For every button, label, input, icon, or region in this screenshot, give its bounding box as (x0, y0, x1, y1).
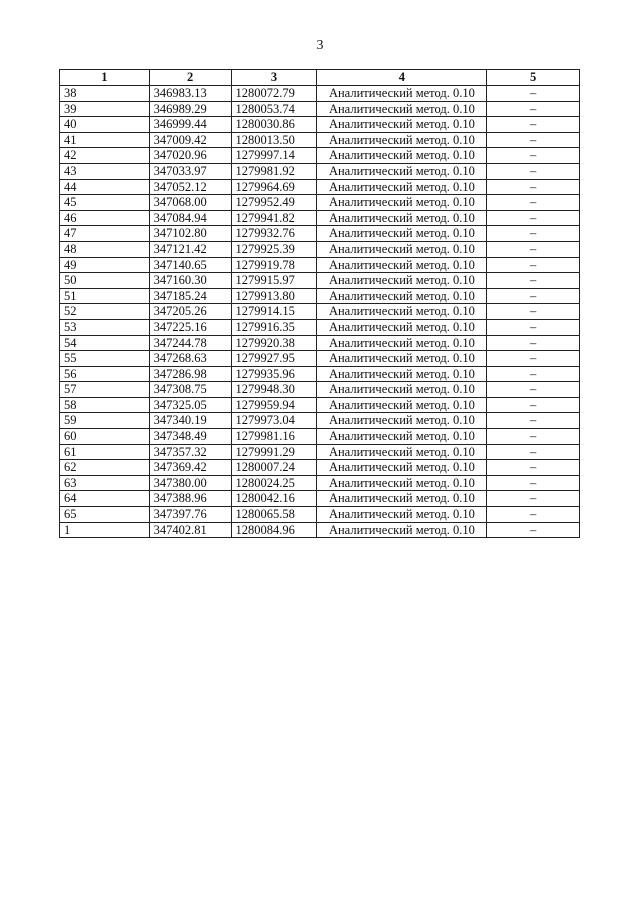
method-cell: Аналитический метод. 0.10 (317, 86, 487, 102)
point-number-cell: 59 (60, 413, 150, 429)
column-header: 1 (60, 70, 150, 86)
y-coordinate-cell: 1279952.49 (231, 195, 317, 211)
y-coordinate-cell: 1280013.50 (231, 132, 317, 148)
point-number-cell: 54 (60, 335, 150, 351)
table-row (60, 86, 580, 102)
y-coordinate-cell: 1279991.29 (231, 444, 317, 460)
x-coordinate-cell: 347397.76 (149, 507, 231, 523)
x-coordinate-cell: 347325.05 (149, 397, 231, 413)
table-row (60, 397, 580, 413)
table-row (60, 257, 580, 273)
x-coordinate-cell: 347348.49 (149, 429, 231, 445)
y-coordinate-cell: 1280072.79 (231, 86, 317, 102)
y-coordinate-cell: 1280065.58 (231, 507, 317, 523)
x-coordinate-cell: 347286.98 (149, 366, 231, 382)
table-row (60, 273, 580, 289)
x-coordinate-cell: 347052.12 (149, 179, 231, 195)
note-cell: – (487, 132, 580, 148)
table-row (60, 491, 580, 507)
method-cell: Аналитический метод. 0.10 (317, 397, 487, 413)
x-coordinate-cell: 346983.13 (149, 86, 231, 102)
x-coordinate-cell: 347308.75 (149, 382, 231, 398)
point-number-cell: 45 (60, 195, 150, 211)
table-row (60, 163, 580, 179)
point-number-cell: 63 (60, 475, 150, 491)
point-number-cell: 50 (60, 273, 150, 289)
point-number-cell: 55 (60, 351, 150, 367)
note-cell: – (487, 148, 580, 164)
x-coordinate-cell: 347357.32 (149, 444, 231, 460)
method-cell: Аналитический метод. 0.10 (317, 366, 487, 382)
column-header: 3 (231, 70, 317, 86)
y-coordinate-cell: 1279948.30 (231, 382, 317, 398)
method-cell: Аналитический метод. 0.10 (317, 319, 487, 335)
x-coordinate-cell: 347369.42 (149, 460, 231, 476)
method-cell: Аналитический метод. 0.10 (317, 257, 487, 273)
method-cell: Аналитический метод. 0.10 (317, 335, 487, 351)
note-cell: – (487, 179, 580, 195)
table-row (60, 195, 580, 211)
note-cell: – (487, 444, 580, 460)
y-coordinate-cell: 1279920.38 (231, 335, 317, 351)
table-row (60, 444, 580, 460)
point-number-cell: 42 (60, 148, 150, 164)
point-number-cell: 49 (60, 257, 150, 273)
y-coordinate-cell: 1279981.92 (231, 163, 317, 179)
method-cell: Аналитический метод. 0.10 (317, 179, 487, 195)
table-row (60, 210, 580, 226)
table-row (60, 226, 580, 242)
y-coordinate-cell: 1279915.97 (231, 273, 317, 289)
note-cell: – (487, 163, 580, 179)
x-coordinate-cell: 347009.42 (149, 132, 231, 148)
point-number-cell: 56 (60, 366, 150, 382)
method-cell: Аналитический метод. 0.10 (317, 491, 487, 507)
method-cell: Аналитический метод. 0.10 (317, 226, 487, 242)
table-row (60, 351, 580, 367)
x-coordinate-cell: 347380.00 (149, 475, 231, 491)
table-row (60, 288, 580, 304)
x-coordinate-cell: 347033.97 (149, 163, 231, 179)
column-header: 2 (149, 70, 231, 86)
note-cell: – (487, 257, 580, 273)
note-cell: – (487, 273, 580, 289)
table-row (60, 304, 580, 320)
method-cell: Аналитический метод. 0.10 (317, 273, 487, 289)
y-coordinate-cell: 1279925.39 (231, 241, 317, 257)
note-cell: – (487, 413, 580, 429)
y-coordinate-cell: 1279997.14 (231, 148, 317, 164)
y-coordinate-cell: 1279959.94 (231, 397, 317, 413)
table-header-row (60, 70, 580, 86)
y-coordinate-cell: 1280053.74 (231, 101, 317, 117)
x-coordinate-cell: 347102.80 (149, 226, 231, 242)
x-coordinate-cell: 347244.78 (149, 335, 231, 351)
table-row (60, 101, 580, 117)
x-coordinate-cell: 347268.63 (149, 351, 231, 367)
x-coordinate-cell: 347402.81 (149, 522, 231, 538)
y-coordinate-cell: 1279916.35 (231, 319, 317, 335)
y-coordinate-cell: 1280084.96 (231, 522, 317, 538)
method-cell: Аналитический метод. 0.10 (317, 382, 487, 398)
table-row (60, 413, 580, 429)
table-row (60, 460, 580, 476)
coordinates-table (59, 69, 580, 538)
method-cell: Аналитический метод. 0.10 (317, 117, 487, 133)
method-cell: Аналитический метод. 0.10 (317, 351, 487, 367)
note-cell: – (487, 288, 580, 304)
note-cell: – (487, 366, 580, 382)
point-number-cell: 38 (60, 86, 150, 102)
point-number-cell: 1 (60, 522, 150, 538)
method-cell: Аналитический метод. 0.10 (317, 148, 487, 164)
x-coordinate-cell: 347205.26 (149, 304, 231, 320)
point-number-cell: 64 (60, 491, 150, 507)
method-cell: Аналитический метод. 0.10 (317, 507, 487, 523)
note-cell: – (487, 475, 580, 491)
y-coordinate-cell: 1279941.82 (231, 210, 317, 226)
method-cell: Аналитический метод. 0.10 (317, 444, 487, 460)
method-cell: Аналитический метод. 0.10 (317, 429, 487, 445)
method-cell: Аналитический метод. 0.10 (317, 241, 487, 257)
x-coordinate-cell: 347185.24 (149, 288, 231, 304)
x-coordinate-cell: 347388.96 (149, 491, 231, 507)
note-cell: – (487, 319, 580, 335)
x-coordinate-cell: 347225.16 (149, 319, 231, 335)
note-cell: – (487, 351, 580, 367)
method-cell: Аналитический метод. 0.10 (317, 522, 487, 538)
y-coordinate-cell: 1280024.25 (231, 475, 317, 491)
y-coordinate-cell: 1280042.16 (231, 491, 317, 507)
note-cell: – (487, 304, 580, 320)
x-coordinate-cell: 347121.42 (149, 241, 231, 257)
column-header: 5 (487, 70, 580, 86)
point-number-cell: 40 (60, 117, 150, 133)
x-coordinate-cell: 347340.19 (149, 413, 231, 429)
point-number-cell: 51 (60, 288, 150, 304)
table-body (60, 86, 580, 538)
x-coordinate-cell: 347068.00 (149, 195, 231, 211)
y-coordinate-cell: 1279914.15 (231, 304, 317, 320)
note-cell: – (487, 491, 580, 507)
x-coordinate-cell: 347140.65 (149, 257, 231, 273)
point-number-cell: 57 (60, 382, 150, 398)
method-cell: Аналитический метод. 0.10 (317, 304, 487, 320)
y-coordinate-cell: 1279913.80 (231, 288, 317, 304)
point-number-cell: 43 (60, 163, 150, 179)
note-cell: – (487, 226, 580, 242)
table-row (60, 507, 580, 523)
y-coordinate-cell: 1279932.76 (231, 226, 317, 242)
point-number-cell: 48 (60, 241, 150, 257)
point-number-cell: 61 (60, 444, 150, 460)
method-cell: Аналитический метод. 0.10 (317, 101, 487, 117)
point-number-cell: 58 (60, 397, 150, 413)
method-cell: Аналитический метод. 0.10 (317, 413, 487, 429)
table-row (60, 335, 580, 351)
point-number-cell: 53 (60, 319, 150, 335)
table-row (60, 366, 580, 382)
method-cell: Аналитический метод. 0.10 (317, 195, 487, 211)
method-cell: Аналитический метод. 0.10 (317, 210, 487, 226)
point-number-cell: 41 (60, 132, 150, 148)
column-header: 4 (317, 70, 487, 86)
method-cell: Аналитический метод. 0.10 (317, 475, 487, 491)
note-cell: – (487, 429, 580, 445)
note-cell: – (487, 241, 580, 257)
y-coordinate-cell: 1279935.96 (231, 366, 317, 382)
point-number-cell: 52 (60, 304, 150, 320)
y-coordinate-cell: 1279927.95 (231, 351, 317, 367)
table-row (60, 148, 580, 164)
note-cell: – (487, 397, 580, 413)
note-cell: – (487, 210, 580, 226)
note-cell: – (487, 86, 580, 102)
method-cell: Аналитический метод. 0.10 (317, 460, 487, 476)
point-number-cell: 62 (60, 460, 150, 476)
point-number-cell: 65 (60, 507, 150, 523)
method-cell: Аналитический метод. 0.10 (317, 163, 487, 179)
note-cell: – (487, 101, 580, 117)
table-row (60, 429, 580, 445)
table-row (60, 117, 580, 133)
table-row (60, 319, 580, 335)
note-cell: – (487, 507, 580, 523)
page-number: 3 (316, 38, 324, 53)
note-cell: – (487, 117, 580, 133)
table-row (60, 179, 580, 195)
x-coordinate-cell: 347160.30 (149, 273, 231, 289)
note-cell: – (487, 382, 580, 398)
point-number-cell: 44 (60, 179, 150, 195)
y-coordinate-cell: 1280007.24 (231, 460, 317, 476)
point-number-cell: 39 (60, 101, 150, 117)
note-cell: – (487, 195, 580, 211)
point-number-cell: 47 (60, 226, 150, 242)
table-row (60, 241, 580, 257)
table-row (60, 382, 580, 398)
point-number-cell: 60 (60, 429, 150, 445)
table-row (60, 475, 580, 491)
table-row (60, 522, 580, 538)
y-coordinate-cell: 1279964.69 (231, 179, 317, 195)
y-coordinate-cell: 1280030.86 (231, 117, 317, 133)
note-cell: – (487, 335, 580, 351)
point-number-cell: 46 (60, 210, 150, 226)
y-coordinate-cell: 1279919.78 (231, 257, 317, 273)
table-row (60, 132, 580, 148)
method-cell: Аналитический метод. 0.10 (317, 132, 487, 148)
note-cell: – (487, 460, 580, 476)
x-coordinate-cell: 346999.44 (149, 117, 231, 133)
x-coordinate-cell: 347020.96 (149, 148, 231, 164)
note-cell: – (487, 522, 580, 538)
y-coordinate-cell: 1279981.16 (231, 429, 317, 445)
x-coordinate-cell: 347084.94 (149, 210, 231, 226)
y-coordinate-cell: 1279973.04 (231, 413, 317, 429)
method-cell: Аналитический метод. 0.10 (317, 288, 487, 304)
x-coordinate-cell: 346989.29 (149, 101, 231, 117)
